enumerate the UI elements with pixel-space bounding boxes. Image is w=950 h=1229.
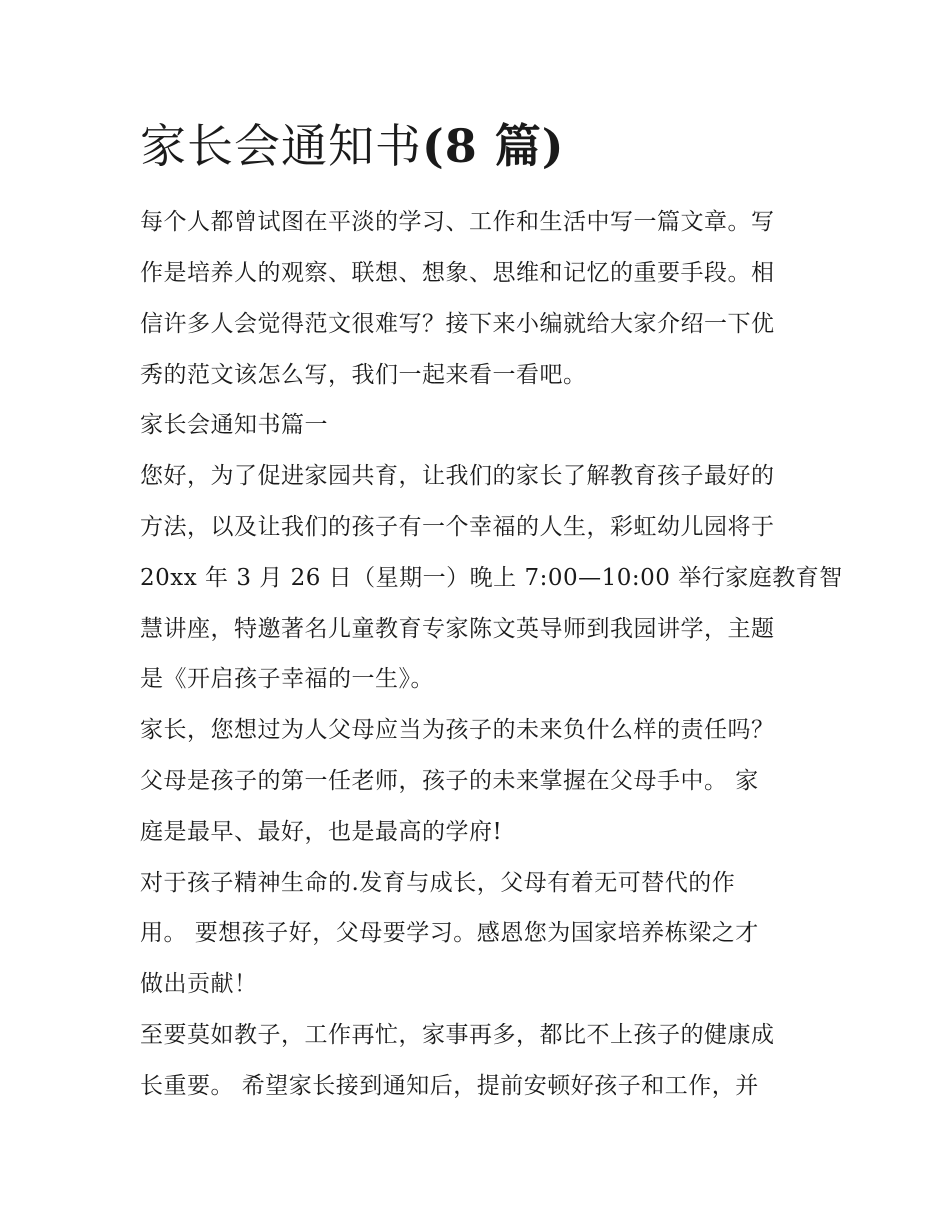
- paragraph-line: 至要莫如教子，工作再忙，家事再多，都比不上孩子的健康成: [140, 1022, 775, 1048]
- document-title: [140, 116, 565, 176]
- paragraph-line: 秀的范文该怎么写，我们一起来看一看吧。: [140, 362, 587, 388]
- title-main: 家长会通知书: [140, 119, 422, 173]
- paragraph-line: 信许多人会觉得范文很难写？接下来小编就给大家介绍一下优: [140, 311, 775, 337]
- paragraph-line: 20xx 年 3 月 26 日（星期一）晚上 7:00—10:00 举行家庭教育智: [140, 565, 843, 591]
- paragraph-line: 做出贡献！: [140, 971, 258, 997]
- paragraph-line: 长重要。 希望家长接到通知后，提前安顿好孩子和工作，并: [140, 1073, 759, 1099]
- section-heading: 家长会通知书篇一: [140, 412, 328, 438]
- paragraph-line: 用。 要想孩子好，父母要学习。感恩您为国家培养栋梁之才: [140, 920, 759, 946]
- paragraph-line: 慧讲座，特邀著名儿童教育专家陈文英导师到我园讲学，主题: [140, 616, 775, 642]
- paragraph-line: 作是培养人的观察、联想、想象、思维和记忆的重要手段。相: [140, 260, 775, 286]
- paragraph-line: 父母是孩子的第一任老师，孩子的未来掌握在父母手中。 家: [140, 768, 759, 794]
- paragraph-line: 每个人都曾试图在平淡的学习、工作和生活中写一篇文章。写: [140, 209, 775, 235]
- title-suffix: (8 篇): [422, 119, 565, 173]
- paragraph-line: 庭是最早、最好，也是最高的学府!: [140, 819, 503, 845]
- paragraph-line: 家长，您想过为人父母应当为孩子的未来负什么样的责任吗？: [140, 717, 775, 743]
- paragraph-line: 是《开启孩子幸福的一生》。: [140, 666, 434, 692]
- paragraph-line: 对于孩子精神生命的.发育与成长，父母有着无可替代的作: [140, 870, 736, 896]
- paragraph-line: 您好，为了促进家园共育，让我们的家长了解教育孩子最好的: [140, 463, 775, 489]
- paragraph-line: 方法，以及让我们的孩子有一个幸福的人生，彩虹幼儿园将于: [140, 514, 775, 540]
